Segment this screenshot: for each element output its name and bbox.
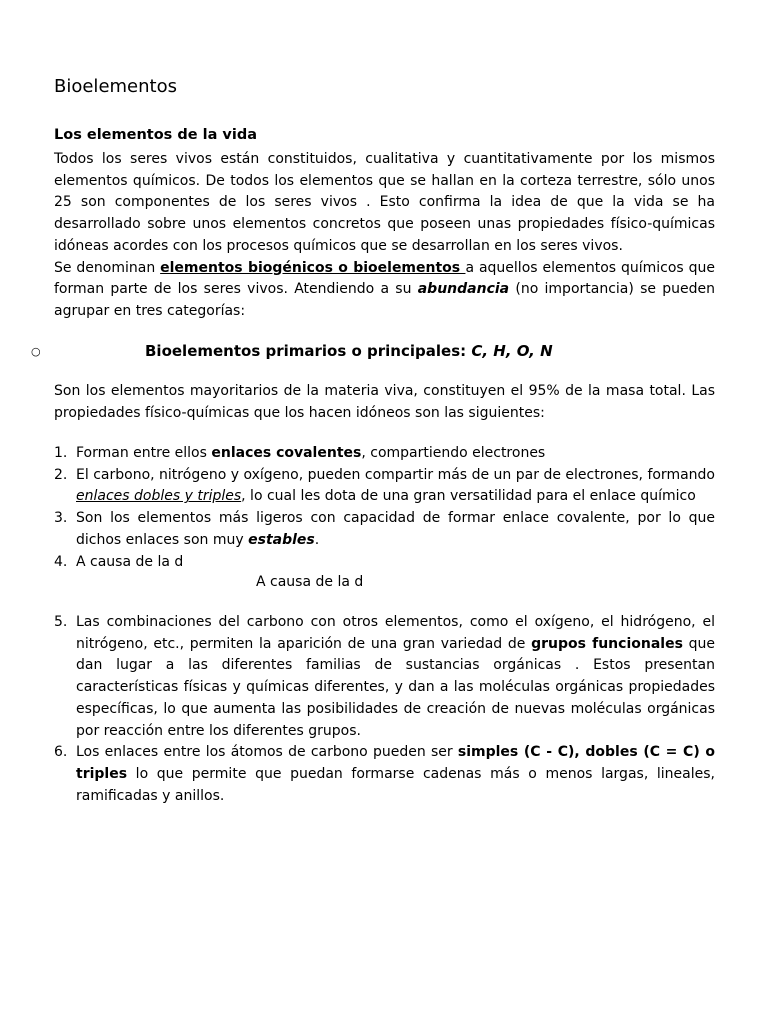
list-item xyxy=(54,508,715,551)
list-text: que dan lugar a las diferentes familias de sustancias orgánicas . Estos presentan características físicas y químicas diferentes, y dan a las moléculas orgánicas propiedades específicas, lo que aumenta las posibilidades de creación de nuevas moléculas orgánicas por reacción entre los diferentes grupos. xyxy=(76,635,715,739)
list-text: , compartiendo electrones xyxy=(361,445,546,461)
list-text: A causa de la d xyxy=(76,553,184,570)
list-number: 5. xyxy=(54,614,68,630)
intro-text-2: Se denominan xyxy=(54,259,161,276)
list-number: 1. xyxy=(54,445,68,461)
double-triple-bonds-term: enlaces dobles y triples xyxy=(76,488,242,505)
list-number: 6. xyxy=(54,744,68,761)
bond-types-term: simples (C - C), dobles (C = C) o triples xyxy=(76,744,715,782)
properties-list-continued xyxy=(54,612,715,807)
intro-text: Todos los seres vivos están constituidos, cualitativa y cuantitativamente por los mismos elementos químicos. De todos los elementos que se hallan en la corteza terrestre, sólo unos 25 son componentes de los seres vivos . Esto confirma la idea de que la vida se ha desarrollado sobre unos elementos concretos que poseen unas propiedades físico-químicas idóneas acordes con los procesos químicos que se desarrollan en los seres vivos. xyxy=(54,151,715,254)
section-heading: Los elementos de la vida xyxy=(54,127,258,143)
list-text: lo que permite que puedan formarse cadenas más o menos largas, lineales, ramificadas y anillos. xyxy=(76,765,715,804)
subheading-elements: C, H, O, N xyxy=(471,342,553,360)
list-number: 3. xyxy=(54,510,68,527)
list-text: , lo cual les dota de una gran versatilidad para el enlace químico xyxy=(241,488,696,505)
stable-term: estables xyxy=(248,531,315,548)
list-item xyxy=(54,742,715,807)
list-item xyxy=(54,443,715,465)
primary-description: Son los elementos mayoritarios de la materia viva, constituyen el 95% de la masa total. Las propiedades físico-químicas que los hacen idóneos son las siguientes: xyxy=(54,383,715,421)
list-text: Son los elementos más ligeros con capacidad de formar enlace covalente, por lo que dichos enlaces son muy xyxy=(76,510,715,548)
functional-groups-term: grupos funcionales xyxy=(531,635,683,652)
list-text: Las combinaciones del carbono con otros elementos, como el oxígeno, el hidrógeno, el nitrógeno, etc., permiten la aparición de una gran variedad de xyxy=(76,614,715,652)
intro-text-4: (no importancia) se pueden agrupar en tres categorías: xyxy=(54,281,715,319)
list-number: 2. xyxy=(54,466,68,483)
list-text: Forman entre ellos xyxy=(76,445,212,461)
intro-paragraph xyxy=(54,149,715,323)
intro-text-3: a aquellos elementos químicos que forman parte de los seres vivos. Atendiendo a su xyxy=(54,259,715,298)
covalent-bonds-term: enlaces covalentes xyxy=(211,445,362,461)
primary-bioelements-heading xyxy=(145,342,553,360)
list-text: El carbono, nitrógeno y oxígeno, pueden compartir más de un par de electrones, formando xyxy=(76,466,715,483)
list-item xyxy=(54,552,715,574)
list-item xyxy=(54,612,715,742)
abundance-term: abundancia xyxy=(417,281,510,298)
list-number: 4. xyxy=(54,553,68,570)
duplicate-line: A causa de la d xyxy=(256,574,364,590)
list-text: . xyxy=(314,531,320,548)
bullet-icon: ○ xyxy=(31,345,41,358)
list-item xyxy=(54,465,715,508)
bioelements-term: elementos biogénicos o bioelementos xyxy=(160,259,466,276)
subheading-sep: : xyxy=(460,342,472,360)
properties-list xyxy=(54,443,715,573)
subheading-label: Bioelementos primarios o principales xyxy=(145,342,461,360)
document-title: Bioelementos xyxy=(54,76,177,97)
list-text: Los enlaces entre los átomos de carbono pueden ser xyxy=(76,744,458,761)
